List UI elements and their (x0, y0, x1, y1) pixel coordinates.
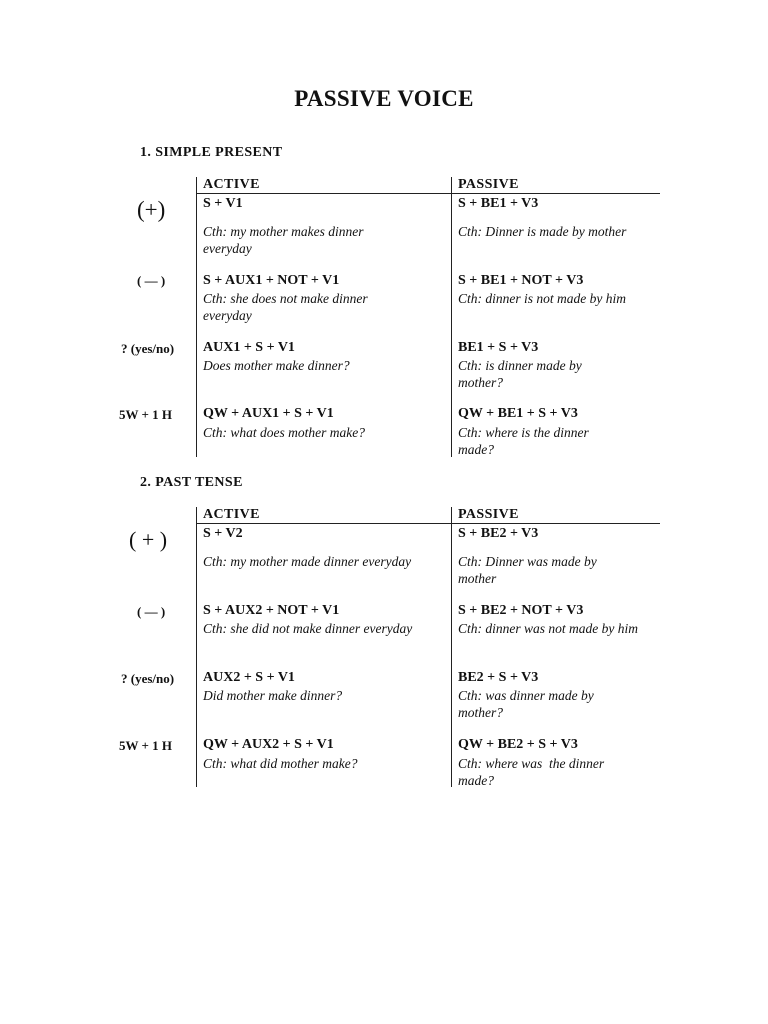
passive-example: Cth: is dinner made by mother? (458, 358, 582, 390)
column-divider-left (196, 177, 197, 457)
passive-formula: BE1 + S + V3 (458, 340, 539, 355)
column-divider-right (451, 177, 452, 457)
column-divider-right (451, 507, 452, 787)
header-rule (196, 193, 660, 194)
active-formula: S + AUX2 + NOT + V1 (203, 603, 340, 618)
column-header-active: ACTIVE (203, 177, 260, 192)
row-label-negative: ( — ) (137, 273, 166, 288)
column-header-passive: PASSIVE (458, 507, 519, 522)
active-formula: S + V2 (203, 526, 243, 541)
active-example: Cth: what did mother make? (203, 756, 358, 771)
passive-formula: S + BE2 + NOT + V3 (458, 603, 584, 618)
active-example: Cth: she does not make dinner everyday (203, 291, 368, 323)
row-label-question: ? (yes/no) (121, 671, 175, 686)
column-header-active: ACTIVE (203, 507, 260, 522)
active-formula: AUX1 + S + V1 (203, 340, 295, 355)
active-example: Did mother make dinner? (203, 688, 343, 703)
active-formula: S + V1 (203, 196, 243, 211)
row-label-question: ? (yes/no) (121, 341, 175, 356)
passive-formula: BE2 + S + V3 (458, 670, 539, 685)
header-rule (196, 523, 660, 524)
passive-formula: S + BE1 + V3 (458, 196, 539, 211)
column-header-passive: PASSIVE (458, 177, 519, 192)
row-label-negative: ( — ) (137, 604, 166, 619)
passive-example: Cth: was dinner made by mother? (458, 688, 594, 720)
active-formula: QW + AUX2 + S + V1 (203, 737, 334, 752)
active-example: Cth: what does mother make? (203, 425, 365, 440)
passive-example: Cth: where is the dinner made? (458, 425, 589, 457)
passive-formula: QW + BE2 + S + V3 (458, 737, 578, 752)
section-heading: 2. PAST TENSE (140, 475, 243, 490)
active-formula: S + AUX1 + NOT + V1 (203, 273, 340, 288)
passive-example: Cth: Dinner was made by mother (458, 554, 597, 586)
passive-formula: S + BE1 + NOT + V3 (458, 273, 584, 288)
row-label-positive: (+) (137, 197, 166, 222)
passive-formula: S + BE2 + V3 (458, 526, 539, 541)
column-divider-left (196, 507, 197, 787)
passive-formula: QW + BE1 + S + V3 (458, 406, 578, 421)
row-label-positive: ( + ) (129, 527, 168, 552)
passive-example: Cth: Dinner is made by mother (458, 224, 627, 239)
passive-example: Cth: dinner was not made by him (458, 621, 638, 636)
passive-example: Cth: dinner is not made by him (458, 291, 626, 306)
active-example: Cth: my mother makes dinner everyday (203, 224, 364, 256)
page-title: PASSIVE VOICE (294, 86, 474, 111)
section-simple-present (0, 145, 768, 465)
active-example: Cth: my mother made dinner everyday (203, 554, 412, 569)
section-past-tense (0, 475, 768, 795)
section-heading: 1. SIMPLE PRESENT (140, 145, 283, 160)
active-formula: QW + AUX1 + S + V1 (203, 406, 334, 421)
active-example: Cth: she did not make dinner everyday (203, 621, 413, 636)
passive-example: Cth: where was the dinner made? (458, 756, 608, 788)
active-example: Does mother make dinner? (203, 358, 350, 373)
row-label-wh-question: 5W + 1 H (119, 738, 173, 753)
row-label-wh-question: 5W + 1 H (119, 407, 173, 422)
active-formula: AUX2 + S + V1 (203, 670, 295, 685)
